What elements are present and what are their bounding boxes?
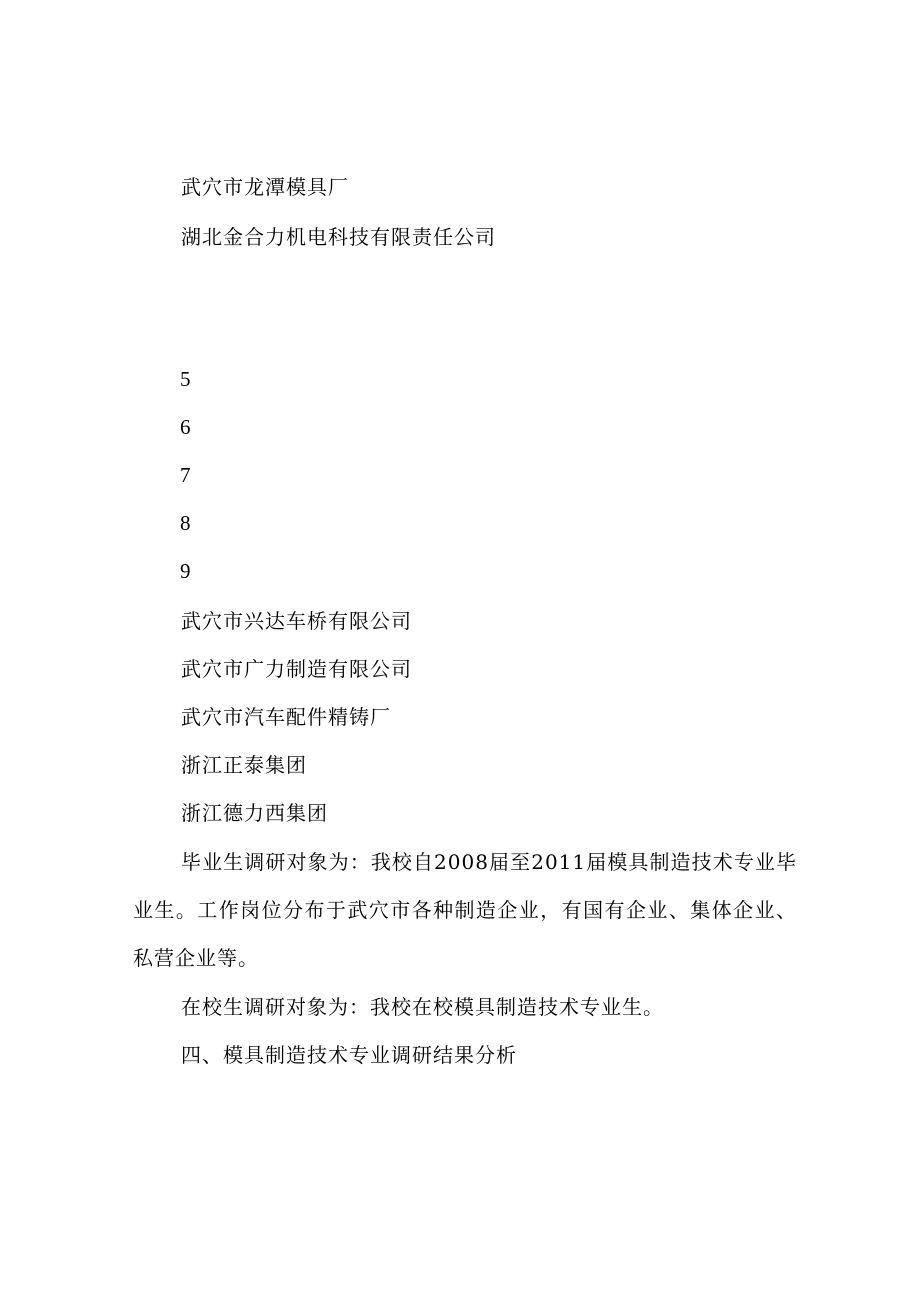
students-paragraph: 在校生调研对象为：我校在校模具制造技术专业生。 xyxy=(181,995,664,1019)
row-number: 9 xyxy=(180,559,191,583)
row-number: 6 xyxy=(180,415,191,439)
company-name: 武穴市汽车配件精铸厂 xyxy=(181,705,391,729)
company-name: 武穴市广力制造有限公司 xyxy=(181,657,412,681)
section-heading: 四、模具制造技术专业调研结果分析 xyxy=(181,1043,517,1067)
company-name: 武穴市兴达车桥有限公司 xyxy=(181,609,412,633)
row-number: 8 xyxy=(180,511,191,535)
row-number: 7 xyxy=(180,463,191,487)
company-name: 武穴市龙潭模具厂 xyxy=(181,175,349,199)
row-number: 5 xyxy=(180,367,191,391)
graduates-paragraph: 毕业生调研对象为：我校自2008届至2011届模具制造技术专业毕业生。工作岗位分布于武穴市各种制造企业，有国有企业、集体企业、私营企业等。 xyxy=(133,850,797,970)
company-name: 浙江正泰集团 xyxy=(181,753,307,777)
company-name: 浙江德力西集团 xyxy=(181,801,328,825)
company-name: 湖北金合力机电科技有限责任公司 xyxy=(181,225,496,249)
